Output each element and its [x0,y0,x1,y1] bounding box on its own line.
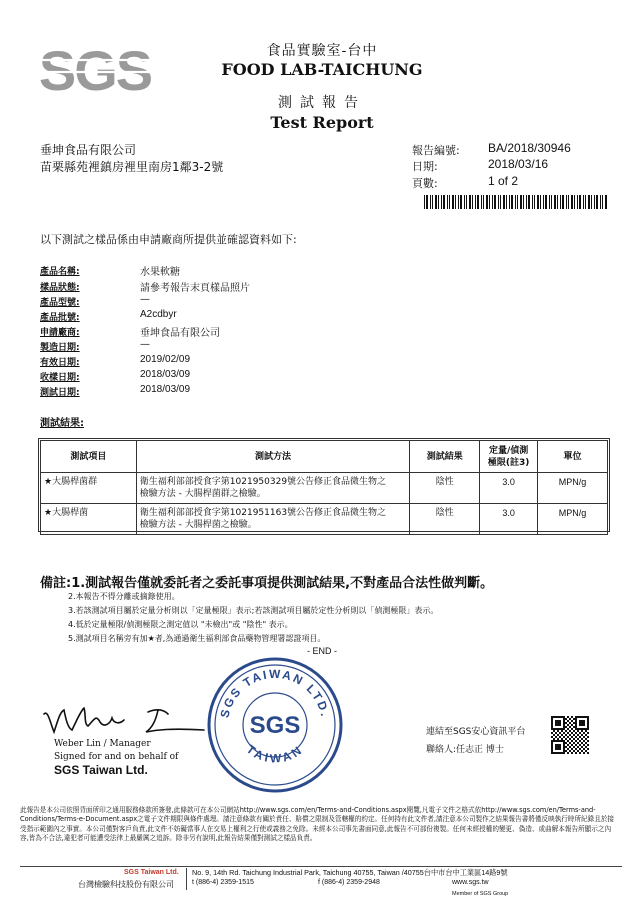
footer-fax: f (886-4) 2359-2948 [318,879,380,886]
client-address: 苗栗縣苑裡鎮房裡里南房1鄰3-2號 [40,160,224,174]
footer-member: Member of SGS Group [452,891,509,897]
row-result: 陰性 [410,504,480,535]
report-date-value: 2018/03/16 [488,157,549,171]
info-value-mfg-date: — [140,339,150,350]
row-method-line2: 檢驗方法 - 大腸桿菌群之檢驗。 [139,489,266,499]
contact-platform-text: 連結至SGS安心資訊平台 [426,727,526,737]
info-value-test-date: 2018/03/09 [140,384,191,395]
note-item-3: 3.若該測試項目屬於定量分析則以「定量極限」表示;若該測試項目屬於定性分析則以「偵測極限」表示。 [68,606,439,615]
note-heading: 備註:1.測試報告僅就委託者之委託事項提供測試結果,不對產品合法性做判斷。 [40,576,494,591]
contact-person-text: 聯絡人:任志正 博士 [426,745,504,755]
signatory-behalf: Signed for and on behalf of [54,752,179,762]
svg-text:TAIWAN: TAIWAN [243,741,307,766]
info-label-test-date: 測試日期: [40,388,80,398]
note-item-2: 2.本報告不得分離或摘錄使用。 [68,592,180,601]
note-item-4: 4.低於定量極限/偵測極限之測定值以 "未檢出"或 "陰性" 表示。 [68,620,293,629]
info-value-received: 2018/03/09 [140,369,191,380]
row-method-line2: 檢驗方法 - 大腸桿菌之檢驗。 [139,520,257,530]
row-method [136,504,409,535]
header-limit-line1: 定量/偵測 [488,445,529,456]
results-table [40,440,608,535]
info-label-batch: 產品批號: [40,313,80,323]
results-title: 測試結果: [40,418,84,429]
qr-code-icon[interactable] [551,716,589,754]
info-value-product-name: 水果軟糖 [140,267,180,278]
footer-separator [186,868,187,890]
disclaimer-text: 此報告是本公司依照背面所印之通用服務條款所簽發,此條款可在本公司網站http://www.sgs.com/en/Terms-and-Conditions.aspx閱覽,凡電子文件之格式依http://www.sgs.com/en/Terms-and-Conditions/Terms-e-Document.aspx之電子文件期限與條件處理。請注意條款有關於責任、賠償之限制及管轄權的約定。任何持有此文件者,請注意本公司製作之結果報告書將僅反映執行時所紀錄且於接受指示範圍內之事實。本公司僅對客戶負責,此文件不妨礙當事人在交易上權利之行使或義務之免除。未經本公司事先書面同意,此報告不可部份複製。任何未經授權的變更、偽造、或曲解本報告所顯示之內容,皆為不合法,違犯者可能遭受法律上最嚴厲之追訴。除非另有說明,此報告結果僅對測試之樣品負責。 [20,806,615,843]
info-value-sample-state: 請參考報告末頁樣品照片 [140,283,250,294]
report-title-cn: 測試報告 [278,95,366,111]
info-value-expiry: 2019/02/09 [140,354,191,365]
footer-website[interactable]: www.sgs.tw [452,879,489,886]
lab-name-en: FOOD LAB-TAICHUNG [221,60,423,79]
company-seal [206,656,344,794]
row-limit: 3.0 [480,473,538,504]
header-item: 測試項目 [41,441,137,473]
row-method-line1: 衛生福利部部授食字第1021951163號公告修正食品微生物之 [139,508,387,518]
table-row [41,473,608,504]
row-item: ★大腸桿菌群 [41,473,137,504]
signatory-name: Weber Lin / Manager [54,739,151,749]
svg-text:SGS TAIWAN LTD.: SGS TAIWAN LTD. [217,666,333,720]
info-label-product-name: 產品名稱: [40,267,80,277]
footer-company-en: SGS Taiwan Ltd. [124,869,179,876]
report-pages-value: 1 of 2 [488,174,519,188]
row-item: ★大腸桿菌 [41,504,137,535]
intro-text: 以下測試之樣品係由申請廠商所提供並確認資料如下: [40,233,297,246]
report-pages-label: 頁數: [412,177,438,190]
row-result: 陰性 [410,473,480,504]
info-label-mfg-date: 製造日期: [40,343,80,353]
info-label-expiry: 有效日期: [40,358,80,368]
header-limit [480,441,538,473]
end-marker: - END - [307,646,337,656]
info-label-applicant: 申請廠商: [40,328,80,338]
row-limit: 3.0 [480,504,538,535]
report-number-label: 報告編號: [412,144,460,157]
table-row [41,504,608,535]
header-unit: 單位 [538,441,608,473]
lab-name-cn: 食品實驗室-台中 [266,43,378,59]
report-number-value: BA/2018/30946 [488,141,571,155]
footer-company-cn: 台灣檢驗科技股份有限公司 [78,880,174,889]
row-unit: MPN/g [538,473,608,504]
svg-text:SGS: SGS [249,712,301,739]
footer-divider [20,866,622,867]
info-value-batch: A2cdbyr [140,309,177,320]
report-barcode [424,194,610,208]
footer-phone: t (886-4) 2359-1515 [192,879,254,886]
svg-text:SGS: SGS [38,39,152,102]
note-item-5: 5.測試項目名稱旁有加★者,為通過衛生福利部食品藥物管理署認證項目。 [68,634,326,643]
report-date-label: 日期: [412,160,438,173]
info-value-model: — [140,294,150,305]
results-header-row [41,441,608,473]
client-name: 垂坤食品有限公司 [40,143,137,157]
handwritten-signature [40,700,210,740]
report-title-en: Test Report [270,113,374,132]
header-limit-line2: 極限(註3) [487,457,530,468]
row-unit: MPN/g [538,504,608,535]
signatory-company: SGS Taiwan Ltd. [54,763,148,777]
row-method [136,473,409,504]
info-label-model: 產品型號: [40,298,80,308]
info-value-applicant: 垂坤食品有限公司 [140,328,220,339]
header-result: 測試結果 [410,441,480,473]
info-label-sample-state: 樣品狀態: [40,283,80,293]
footer-address: No. 9, 14th Rd. Taichung Industrial Park, Taichung 40755, Taiwan /40755台中市台中工業區14路9號 [192,868,508,877]
row-method-line1: 衛生福利部部授食字第1021950329號公告修正食品微生物之 [139,477,387,487]
header-method: 測試方法 [136,441,409,473]
info-label-received: 收樣日期: [40,373,80,383]
